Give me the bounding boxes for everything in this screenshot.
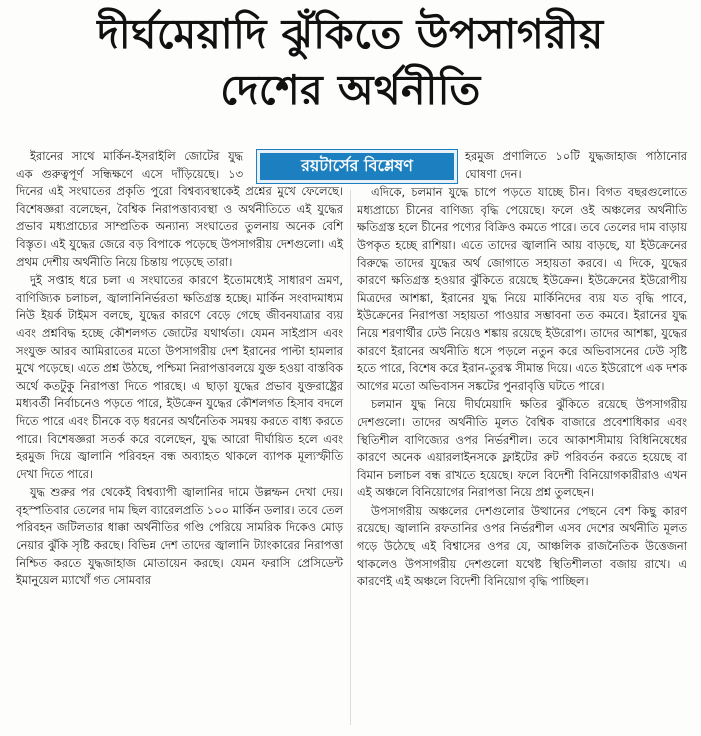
paragraph: উপসাগরীয় অঞ্চলের দেশগুলোর উত্থানের পেছনে বেশ কিছু কারণ রয়েছে। জ্বালানি রফতানির ওপর নির্ভরশীল এসব দেশের অর্থনীতি মূলত গড়ে উঠেছে এই বিশ্বাসের ওপর যে, আঞ্চলিক রাজনৈতিক উত্তেজনা থাকলেও উপসাগরীয় দেশগুলো যথেষ্ট স্থিতিশীলতা বজায় রাখে। এ কারণেই এই অঞ্চলে বিদেশী বিনিয়োগ বৃদ্ধি পাচ্ছিল। xyxy=(357,503,687,589)
section-badge: রয়টার্সের বিশ্লেষণ xyxy=(257,150,457,183)
right-column xyxy=(357,148,687,591)
paragraph: দুই সপ্তাহ ধরে চলা এ সংঘাতের কারণে ইতোমধ্যেই সাধারণ ভ্রমণ, বাণিজ্যিক চলাচল, জ্বালানিনির্ভরতা ক্ষতিগ্রস্ত হচ্ছে। মার্কিন সংবাদমাধ্যম নিউ ইয়র্ক টাইমস বলছে, যুদ্ধের কারণে বেড়ে গেছে জীবনযাত্রার ব্যয় এবং প্রশ্নবিদ্ধ হচ্ছে কৌশলগত জোটের যথার্থতা। যেমন সাইপ্রাস এবং সংযুক্ত আরব আমিরাতের মতো উপসাগরীয় দেশ ইরানের পাল্টা হামলার মুখে পড়েছে। এতে প্রশ্ন উঠছে, পশ্চিমা নিরাপত্তাবলয়ে যুক্ত হওয়া বাস্তবিক অর্থে কতটুকু নিরাপত্তা দিতে পারছে। এ ছাড়া যুদ্ধের প্রভাব যুক্তরাষ্ট্রের মধ্যবর্তী নির্বাচনেও পড়তে পারে, ইউক্রেন যুদ্ধের কৌশলগত হিসাব বদলে দিতে পারে এবং চীনকে বড় ধরনের অর্থনৈতিক সমন্বয় করতে বাধ্য করতে পারে। বিশেষজ্ঞরা সতর্ক করে বলেছেন, যুদ্ধ আরো দীর্ঘায়িত হলে এবং হরমুজ দিয়ে জ্বালানি পরিবহন বন্ধ অব্যাহত থাকলে ব্যাপক মূল্যস্ফীতি দেখা দিতে পারে। xyxy=(16,273,343,481)
headline xyxy=(0,6,701,118)
paragraph: এদিকে, চলমান যুদ্ধে চাপে পড়তে যাচ্ছে চীন। বিগত বছরগুলোতে মধ্যপ্রাচ্যে চীনের বাণিজ্য বৃদ্ধি পেয়েছে। ফলে ওই অঞ্চলের অর্থনীতি ক্ষতিগ্রস্ত হলে চীনের পণ্যের বিক্রিও কমতে পারে। তবে তেলের দাম বাড়ায় উপকৃত হচ্ছে রাশিয়া। এতে তাদের জ্বালানি আয় বাড়ছে, যা ইউক্রেনের বিরুদ্ধে তাদের যুদ্ধের অর্থ জোগাতে সহায়তা করবে। এ দিকে, যুদ্ধের কারণে ক্ষতিগ্রস্ত হওয়ার ঝুঁকিতে রয়েছে ইউক্রেন। ইউক্রেনের ইউরোপীয় মিত্রদের আশঙ্কা, ইরানের যুদ্ধ নিয়ে মার্কিনিদের ব্যয় যত বৃদ্ধি পাবে, ইউক্রেনের নিরাপত্তা সহায়তা পাওয়ার সম্ভাবনা তত কমবে। ইরানের যুদ্ধ নিয়ে শরণার্থীর ঢেউ নিয়েও শঙ্কায় রয়েছে ইউরোপ। তাদের আশঙ্কা, যুদ্ধের কারণে ইরানের অর্থনীতি ধসে পড়লে নতুন করে অভিবাসনের ঢেউ সৃষ্টি হতে পারে, বিশেষ করে ইরান-তুরস্ক সীমান্ত দিয়ে। এতে ইউরোপে এক দশক আগের মতো অভিবাসন সঙ্কটের পুনরাবৃত্তি ঘটতে পারে। xyxy=(357,185,687,393)
headline-line-1: দীর্ঘমেয়াদি ঝুঁকিতে উপসাগরীয় xyxy=(97,10,604,58)
left-column xyxy=(16,148,343,590)
paragraph: হরমুজ প্রণালিতে ১০টি যুদ্ধজাহাজ পাঠানোর ঘোষণা দেন। xyxy=(465,149,687,181)
column-divider xyxy=(350,190,351,725)
paragraph: ইরানের সাথে মার্কিন-ইসরাইলি জোটের যুদ্ধ এক গুরুত্বপূর্ণ সন্ধিক্ষণে এসে দাঁড়িয়েছে। ১৩ দিনের এই সংঘাতের প্রকৃতি পুরো বিশ্বব্যবস্থাকেই প্রশ্নের মুখে ফেলেছে। বিশেষজ্ঞরা বলেছেন, বৈশ্বিক নিরাপত্তাব্যবস্থা ও অর্থনীতিতে এই যুদ্ধের প্রভাব মধ্যপ্রাচ্যের সাম্প্রতিক অন্যান্য সংঘাতের তুলনায় অনেক বেশি বিস্তৃত। এই যুদ্ধের জেরে বড় বিপাকে পড়েছে উপসাগরীয় দেশগুলো। এই প্রথম দেশীয় অর্থনীতি নিয়ে চিন্তায় পড়েছে তারা। xyxy=(16,149,343,269)
paragraph: চলমান যুদ্ধ নিয়ে দীর্ঘমেয়াদি ক্ষতির ঝুঁকিতে রয়েছে উপসাগরীয় দেশগুলো। তাদের অর্থনীতি মূলত বৈশ্বিক বাজারে প্রবেশাধিকার এবং স্থিতিশীল বাণিজ্যের ওপর নির্ভরশীল। তবে আকাশসীমায় বিধিনিষেধের কারণে অনেক এয়ারলাইনসকে ফ্লাইটের রুট পরিবর্তন করতে হয়েছে বা বিমান চলাচল বন্ধ রাখতে হয়েছে। ফলে বিদেশী বিনিয়োগকারীরাও এখন এই অঞ্চলে বিনিয়োগের নিরাপত্তা নিয়ে প্রশ্ন তুলছেন। xyxy=(357,397,687,500)
paragraph: যুদ্ধ শুরুর পর থেকেই বিশ্বব্যাপী জ্বালানির দামে উল্লম্ফন দেখা দেয়। বৃহস্পতিবার তেলের দাম ছিল ব্যারেলপ্রতি ১০০ মার্কিন ডলার। তবে তেল পরিবহন জটিলতার ধাক্কা অর্থনীতির গণ্ডি পেরিয়ে সামরিক দিকেও মোড় নেয়ার ঝুঁকি সৃষ্টি করছে। বিভিন্ন দেশ তাদের জ্বালানি ট্যাংকারের নিরাপত্তা নিশ্চিত করতে যুদ্ধজাহাজ মোতায়েন করছে। যেমন ফরাসি প্রেসিডেন্ট ইমানুয়েল ম্যাখোঁ গত সোমবার xyxy=(16,485,343,588)
headline-line-2: দেশের অর্থনীতি xyxy=(220,66,481,114)
